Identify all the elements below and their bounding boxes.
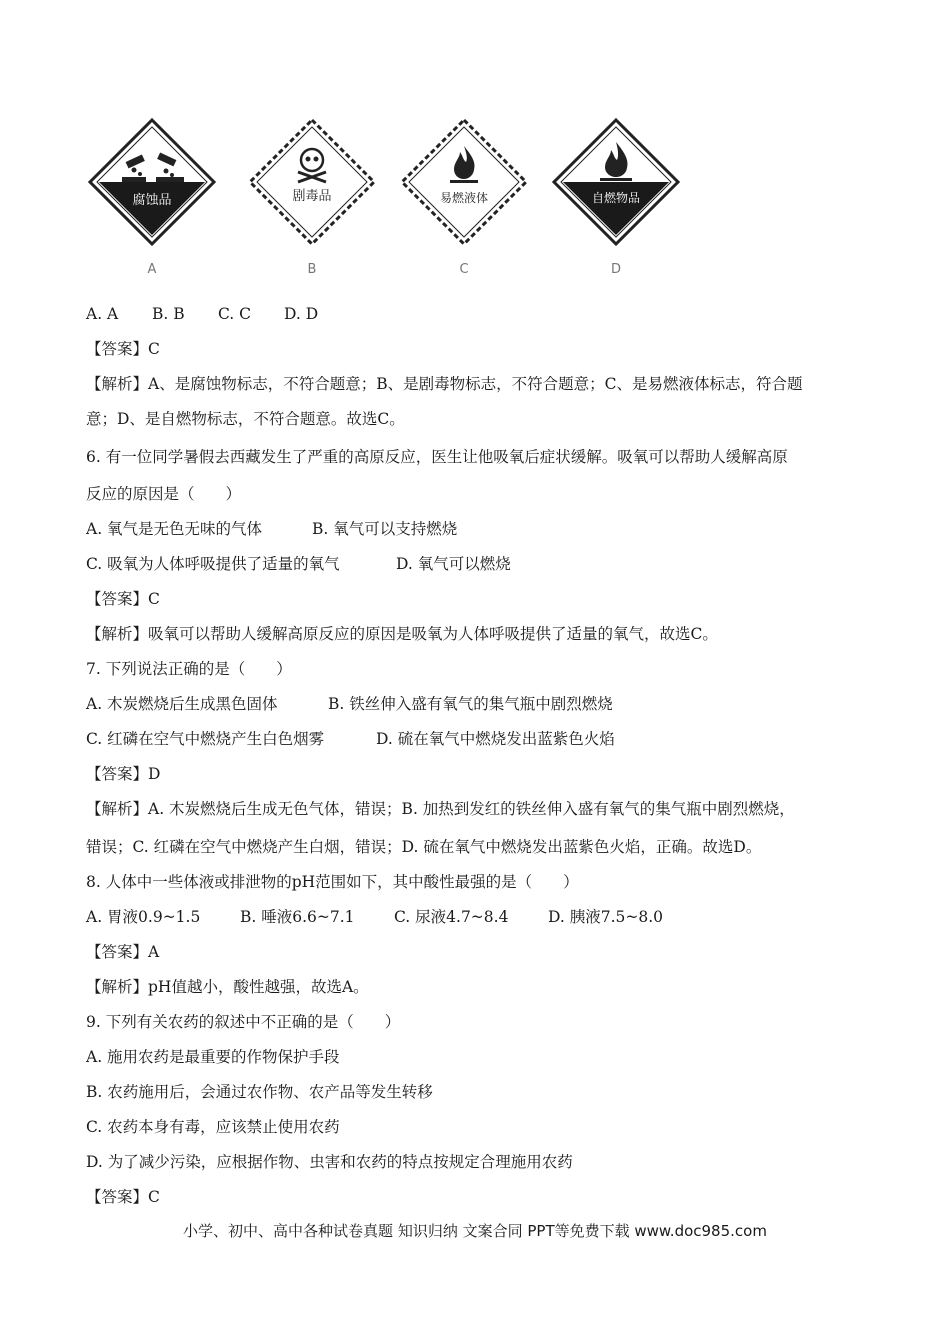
q7-option-d: D. 硫在氧气中燃烧发出蓝紫色火焰 — [376, 730, 615, 748]
sign-b-label: 剧毒品 — [292, 189, 332, 204]
sign-b — [248, 118, 376, 277]
sign-a — [88, 118, 216, 277]
q7-option-a: A. 木炭燃烧后生成黑色固体 — [86, 695, 278, 713]
sign-a-label: 腐蚀品 — [132, 193, 172, 208]
q8-option-d: D. 胰液7.5~8.0 — [548, 908, 664, 926]
q6-answer: 【答案】C — [86, 590, 160, 608]
q5-analysis-line-2: 意；D、是自燃物标志，不符合题意。故选C。 — [86, 410, 405, 428]
q7-options-row-2 — [86, 728, 615, 750]
flammable-liquid-sign — [400, 118, 528, 246]
q7-options-row-1 — [86, 693, 613, 715]
q9-answer: 【答案】C — [86, 1188, 160, 1206]
sign-b-letter: B — [307, 262, 317, 277]
q6-analysis: 【解析】吸氧可以帮助人缓解高原反应的原因是吸氧为人体呼吸提供了适量的氧气，故选C。 — [86, 625, 718, 643]
q6-stem-line-1: 6. 有一位同学暑假去西藏发生了严重的高原反应，医生让他吸氧后症状缓解。吸氧可以帮助人缓解高原 — [86, 448, 788, 466]
q6-option-b: B. 氧气可以支持燃烧 — [312, 520, 458, 538]
q9-option-a: A. 施用农药是最重要的作物保护手段 — [86, 1048, 340, 1066]
q8-options — [86, 906, 663, 928]
q6-option-d: D. 氧气可以燃烧 — [396, 555, 511, 573]
hazard-signs-figure — [88, 118, 688, 288]
q7-answer: 【答案】D — [86, 765, 161, 783]
q5-options — [86, 303, 318, 325]
spontaneous-combustion-sign — [552, 118, 680, 246]
q5-option-d: D. D — [284, 305, 319, 323]
page-footer: 小学、初中、高中各种试卷真题 知识归纳 文案合同 PPT等免费下载 www.doc985.com — [183, 1222, 767, 1240]
q5-analysis-line-1: 【解析】A、是腐蚀物标志，不符合题意；B、是剧毒物标志，不符合题意；C、是易燃液体标志，符合题 — [86, 375, 803, 393]
corrosive-sign — [88, 118, 216, 246]
q7-option-c: C. 红磷在空气中燃烧产生白色烟雾 — [86, 730, 325, 748]
q7-stem: 7. 下列说法正确的是（ ） — [86, 660, 292, 678]
q7-analysis-line-1: 【解析】A. 木炭燃烧后生成无色气体，错误；B. 加热到发红的铁丝伸入盛有氧气的集气瓶中剧烈燃烧， — [86, 800, 795, 818]
q6-options-row-1 — [86, 518, 457, 540]
sign-c — [400, 118, 528, 277]
sign-c-label: 易燃液体 — [439, 191, 489, 205]
q6-stem-line-2: 反应的原因是（ ） — [86, 485, 242, 503]
q8-stem: 8. 人体中一些体液或排泄物的pH范围如下，其中酸性最强的是（ ） — [86, 873, 579, 891]
q6-options-row-2 — [86, 553, 511, 575]
q7-option-b: B. 铁丝伸入盛有氧气的集气瓶中剧烈燃烧 — [328, 695, 613, 713]
q9-option-b: B. 农药施用后，会通过农作物、农产品等发生转移 — [86, 1083, 433, 1101]
sign-d-label: 自燃物品 — [591, 191, 641, 205]
sign-a-letter: A — [147, 262, 157, 277]
q6-option-c: C. 吸氧为人体呼吸提供了适量的氧气 — [86, 555, 340, 573]
q8-option-c: C. 尿液4.7~8.4 — [394, 908, 509, 926]
sign-d — [552, 118, 680, 277]
sign-d-letter: D — [610, 262, 621, 277]
toxic-sign — [248, 118, 376, 246]
q7-analysis-line-2: 错误；C. 红磷在空气中燃烧产生白烟，错误；D. 硫在氧气中燃烧发出蓝紫色火焰，正确。故选D。 — [86, 838, 762, 856]
q5-option-b: B. B — [152, 305, 185, 323]
q9-option-c: C. 农药本身有毒，应该禁止使用农药 — [86, 1118, 340, 1136]
q8-option-a: A. 胃液0.9~1.5 — [86, 908, 201, 926]
q9-stem: 9. 下列有关农药的叙述中不正确的是（ ） — [86, 1013, 401, 1031]
q6-option-a: A. 氧气是无色无味的气体 — [86, 520, 263, 538]
q9-option-d: D. 为了减少污染，应根据作物、虫害和农药的特点按规定合理施用农药 — [86, 1153, 573, 1171]
q8-option-b: B. 唾液6.6~7.1 — [240, 908, 355, 926]
q5-option-a: A. A — [86, 305, 119, 323]
q5-answer: 【答案】C — [86, 340, 160, 358]
q5-option-c: C. C — [218, 305, 252, 323]
q8-answer: 【答案】A — [86, 943, 160, 961]
sign-c-letter: C — [459, 262, 469, 277]
q8-analysis: 【解析】pH值越小，酸性越强，故选A。 — [86, 978, 369, 996]
